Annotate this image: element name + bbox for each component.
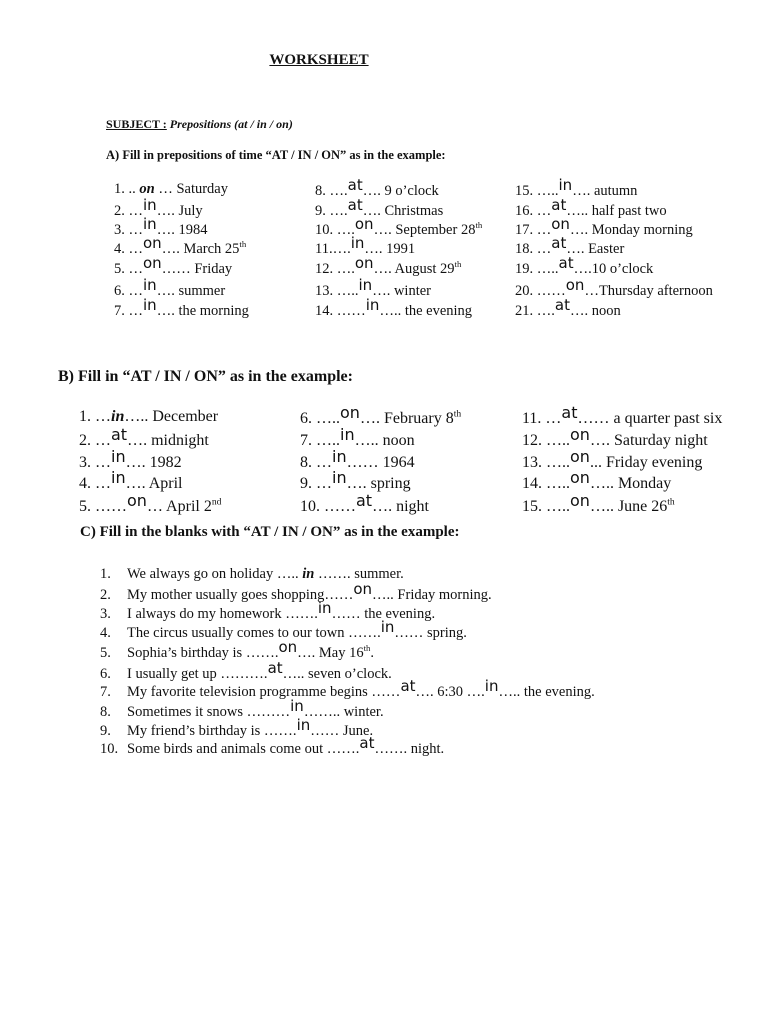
item-text: …. August 29 [373, 261, 455, 277]
item-number: 15. [515, 183, 534, 199]
sentence-text: …. May 16 [297, 645, 364, 661]
item-number: 10. [315, 222, 334, 238]
handwritten-answer: at [551, 196, 567, 214]
handwritten-answer: on [354, 254, 374, 272]
exercise-item [114, 234, 247, 258]
item-text: …. April [125, 475, 183, 492]
item-text: ….. the evening [379, 303, 473, 319]
handwritten-answer: on [340, 403, 360, 422]
item-number: 21. [515, 303, 534, 319]
sentence-item [100, 659, 392, 683]
item-text: …. night [372, 498, 429, 515]
leader-dots: … [124, 283, 143, 299]
item-number: 11. [315, 241, 333, 257]
exercise-item [515, 254, 654, 278]
item-text: …. Saturday night [589, 432, 708, 449]
item-text: …. winter [372, 283, 431, 299]
handwritten-answer: on [143, 234, 162, 252]
exercise-item [79, 425, 209, 450]
leader-dots: …. [325, 183, 348, 199]
leader-dots: …. [533, 303, 555, 319]
item-number: 6. [300, 410, 312, 427]
handwritten-answer: at [347, 196, 363, 214]
handwritten-answer: on [127, 491, 147, 510]
ordinal-suffix: th [454, 259, 462, 270]
item-text: …. Monday morning [569, 222, 693, 238]
sentence-text: …… June. [310, 723, 374, 739]
item-text: ….10 o’clock [573, 261, 654, 277]
exercise-item [515, 215, 693, 239]
exercise-item [300, 425, 415, 450]
item-number: 7. [100, 684, 111, 700]
handwritten-answer: at [111, 425, 128, 444]
item-text: …. autumn [572, 183, 638, 199]
sentence-text: We always go on holiday ….. [127, 566, 303, 582]
handwritten-answer: in [332, 447, 347, 466]
handwritten-answer: at [356, 491, 373, 510]
leader-dots: … [124, 303, 143, 319]
exercise-item [300, 468, 411, 493]
item-number: 1. [79, 408, 91, 425]
exercise-item [79, 491, 222, 516]
handwritten-answer: in [380, 618, 395, 636]
item-text: ... Friday evening [589, 454, 703, 471]
item-number: 6. [114, 283, 125, 299]
item-text: …. noon [569, 303, 621, 319]
item-number: 2. [100, 587, 111, 603]
handwritten-answer: on [353, 580, 373, 598]
item-number: 3. [79, 454, 91, 471]
subject-line [106, 117, 293, 132]
item-number: 5. [79, 498, 91, 515]
ordinal-suffix: th [453, 408, 462, 420]
sentence-text: My mother usually goes shopping…… [127, 587, 354, 603]
handwritten-answer: on [551, 215, 570, 233]
leader-dots: … [91, 408, 111, 425]
item-text: …. midnight [127, 432, 209, 449]
leader-dots: … [91, 432, 111, 449]
ordinal-suffix: th [475, 220, 483, 231]
item-number: 19. [515, 261, 534, 277]
item-text: ….. noon [354, 432, 415, 449]
item-number: 4. [114, 241, 125, 257]
handwritten-answer: in [317, 599, 332, 617]
handwritten-answer: on [570, 447, 590, 466]
handwritten-answer: in [296, 716, 311, 734]
item-text: …. the morning [156, 303, 249, 319]
handwritten-answer: on [570, 491, 590, 510]
exercise-item [522, 491, 675, 516]
item-number: 3. [114, 222, 125, 238]
example-answer: in [111, 408, 125, 425]
exercise-item [522, 447, 703, 472]
item-number: 13. [522, 454, 542, 471]
exercise-item [114, 276, 226, 300]
item-number: 4. [79, 475, 91, 492]
item-number: 13. [315, 283, 334, 299]
exercise-item [315, 176, 439, 200]
item-text: …. July [156, 203, 203, 219]
leader-dots: …… [91, 498, 127, 515]
item-text: … Saturday [154, 181, 228, 197]
leader-dots: …. [333, 222, 355, 238]
exercise-item [79, 408, 218, 426]
item-number: 18. [515, 241, 534, 257]
subject-label: SUBJECT : [106, 117, 167, 131]
item-number: 10. [300, 498, 320, 515]
leader-dots: ….. [542, 432, 570, 449]
item-text: ….. Monday [589, 475, 672, 492]
subject-text: Prepositions (at / in / on) [169, 117, 293, 131]
exercise-item [114, 196, 203, 220]
handwritten-answer: at [551, 234, 567, 252]
item-text: …. 1984 [156, 222, 208, 238]
item-number: 11. [522, 410, 542, 427]
handwritten-answer: at [554, 296, 570, 314]
leader-dots: ….. [312, 432, 340, 449]
sentence-text: …… the evening. [331, 606, 436, 622]
sentence-text: I always do my homework ……. [127, 606, 318, 622]
item-text: …. spring [346, 475, 411, 492]
leader-dots: … [541, 410, 562, 427]
sentence-item [100, 638, 374, 662]
handwritten-answer: in [340, 425, 355, 444]
sentence-text: I usually get up ………. [127, 666, 268, 682]
item-number: 6. [100, 666, 111, 682]
exercise-item [114, 254, 233, 278]
handwritten-answer: in [365, 296, 380, 314]
leader-dots: … [124, 241, 143, 257]
exercise-item [300, 447, 415, 472]
item-text: ….. December [124, 408, 219, 425]
sentence-text: ……. summer. [314, 566, 404, 582]
item-number: 2. [79, 432, 91, 449]
sentence-text: ….. seven o’clock. [282, 666, 392, 682]
item-number: 5. [114, 261, 125, 277]
handwritten-answer: in [358, 276, 373, 294]
section-c-heading: C) Fill in the blanks with “AT / IN / ON” as in the example: [80, 524, 460, 540]
exercise-item [515, 296, 621, 320]
sentence-text: ….. Friday morning. [372, 587, 492, 603]
handwritten-answer: on [143, 254, 162, 272]
leader-dots: …… [320, 498, 356, 515]
leader-dots: …. [333, 261, 355, 277]
exercise-item [79, 468, 183, 493]
handwritten-answer: in [143, 215, 157, 233]
item-text: …. 1991 [364, 241, 416, 257]
exercise-item [300, 403, 462, 428]
leader-dots: … [124, 203, 143, 219]
section-b-heading: B) Fill in “AT / IN / ON” as in the example: [58, 368, 353, 385]
item-number: 17. [515, 222, 534, 238]
handwritten-answer: in [143, 296, 157, 314]
sentence-text: Sophia’s birthday is ……. [127, 645, 279, 661]
exercise-item [522, 403, 723, 428]
sentence-text: …….. winter. [303, 704, 384, 720]
item-text: …. Christmas [362, 203, 444, 219]
exercise-item [300, 491, 429, 516]
sentence-item [100, 734, 445, 758]
sentence-text: . [370, 645, 374, 661]
ordinal-suffix: nd [211, 496, 222, 508]
item-number: 9. [100, 723, 111, 739]
item-text: …… a quarter past six [577, 410, 723, 427]
item-number: 1. [100, 566, 111, 582]
item-number: 12. [522, 432, 542, 449]
handwritten-answer: in [111, 447, 126, 466]
leader-dots: … [533, 241, 552, 257]
ordinal-suffix: th [239, 239, 247, 250]
item-number: 9. [315, 203, 326, 219]
leader-dots: …… [333, 303, 366, 319]
item-number: 14. [522, 475, 542, 492]
sentence-item [100, 716, 374, 740]
sentence-item [100, 677, 595, 701]
handwritten-answer: in [558, 176, 573, 194]
handwritten-answer: on [278, 638, 298, 656]
handwritten-answer: in [290, 697, 304, 715]
sentence-item [100, 580, 492, 604]
exercise-item [79, 447, 182, 472]
handwritten-answer: at [558, 254, 574, 272]
exercise-item [515, 276, 713, 300]
item-text: …… Friday [161, 261, 233, 277]
item-number: 14. [315, 303, 334, 319]
leader-dots: ….. [533, 261, 559, 277]
item-number: 9. [300, 475, 312, 492]
exercise-item [522, 425, 708, 450]
sentence-text: My favorite television programme begins …… [127, 684, 401, 700]
handwritten-answer: at [400, 677, 416, 695]
handwritten-answer: on [570, 425, 590, 444]
item-text: …. 9 o’clock [362, 183, 439, 199]
item-number: 8. [315, 183, 326, 199]
handwritten-answer: at [347, 176, 363, 194]
ordinal-suffix: th [667, 496, 675, 508]
leader-dots: ….. [542, 498, 570, 515]
leader-dots: ….. [312, 410, 340, 427]
section-a-heading: A) Fill in prepositions of time “AT / IN / ON” as in the example: [106, 148, 446, 162]
sentence-text: …… spring. [394, 625, 467, 641]
item-text: …. March 25 [161, 241, 240, 257]
item-number: 12. [315, 261, 334, 277]
item-number: 1. [114, 181, 125, 197]
item-number: 4. [100, 625, 111, 641]
example-answer: in [302, 566, 315, 582]
exercise-item [515, 176, 638, 200]
item-text: …… 1964 [346, 454, 415, 471]
handwritten-answer: in [484, 677, 499, 695]
leader-dots: … [91, 475, 111, 492]
exercise-item [114, 181, 228, 198]
exercise-item [315, 196, 444, 220]
sentence-text: …. 6:30 …. [415, 684, 485, 700]
item-text: …. Easter [566, 241, 625, 257]
leader-dots: … [312, 475, 332, 492]
item-number: 8. [100, 704, 111, 720]
leader-dots: ….. [533, 183, 559, 199]
leader-dots: … [312, 454, 332, 471]
leader-dots: …… [533, 283, 566, 299]
item-text: …. summer [156, 283, 226, 299]
leader-dots: …. [325, 203, 348, 219]
sentence-text: Sometimes it snows ……… [127, 704, 291, 720]
exercise-item [515, 196, 667, 220]
handwritten-answer: on [354, 215, 374, 233]
sentence-text: Some birds and animals come out ……. [127, 741, 360, 757]
item-number: 20. [515, 283, 534, 299]
item-text: ….. half past two [566, 203, 667, 219]
item-number: 8. [300, 454, 312, 471]
handwritten-answer: at [359, 734, 375, 752]
leader-dots: ….. [542, 454, 570, 471]
item-text: …Thursday afternoon [584, 283, 713, 299]
item-text: ….. June 26 [589, 498, 668, 515]
sentence-text: My friend’s birthday is ……. [127, 723, 297, 739]
exercise-item [315, 296, 473, 320]
item-text: … April 2 [146, 498, 212, 515]
leader-dots: … [533, 222, 552, 238]
leader-dots: … [91, 454, 111, 471]
leader-dots: …. [332, 241, 351, 257]
sentence-text: The circus usually comes to our town ……. [127, 625, 381, 641]
item-number: 3. [100, 606, 111, 622]
handwritten-answer: on [565, 276, 585, 294]
item-text: …. 1982 [125, 454, 182, 471]
item-number: 7. [114, 303, 125, 319]
item-number: 16. [515, 203, 534, 219]
item-number: 5. [100, 645, 111, 661]
handwritten-answer: in [350, 234, 365, 252]
sentence-text: ….. the evening. [498, 684, 595, 700]
item-text: …. February 8 [359, 410, 454, 427]
item-text: …. September 28 [373, 222, 476, 238]
handwritten-answer: on [570, 468, 590, 487]
item-number: 7. [300, 432, 312, 449]
leader-dots: … [533, 203, 552, 219]
ordinal-suffix: th [363, 643, 371, 654]
leader-dots: … [124, 261, 143, 277]
item-number: 15. [522, 498, 542, 515]
leader-dots: … [124, 222, 143, 238]
worksheet-title: WORKSHEET [269, 52, 369, 68]
handwritten-answer: at [561, 403, 578, 422]
item-number: 10. [100, 741, 119, 757]
handwritten-answer: at [267, 659, 283, 677]
sentence-item [100, 697, 384, 721]
handwritten-answer: in [332, 468, 347, 487]
leader-dots: .. [124, 181, 140, 197]
handwritten-answer: in [143, 276, 157, 294]
leader-dots: ….. [542, 475, 570, 492]
handwritten-answer: in [143, 196, 157, 214]
sentence-text: ……. night. [374, 741, 445, 757]
exercise-item [315, 215, 483, 239]
handwritten-answer: in [111, 468, 126, 487]
exercise-item [114, 296, 249, 320]
exercise-item [315, 254, 462, 278]
example-answer: on [139, 181, 155, 197]
item-number: 2. [114, 203, 125, 219]
exercise-item [522, 468, 672, 493]
leader-dots: ….. [333, 283, 359, 299]
